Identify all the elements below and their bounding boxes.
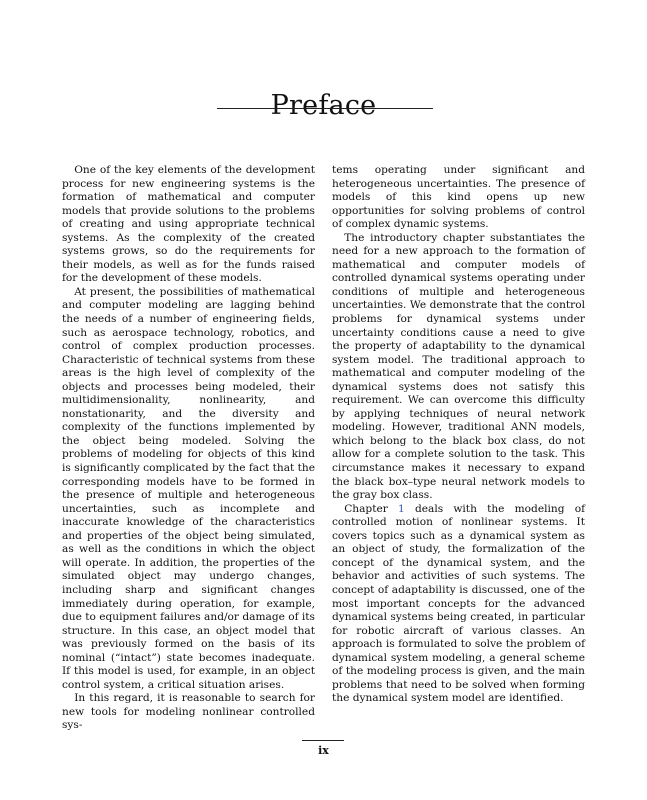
page-number: ix (318, 744, 329, 757)
left-column (62, 164, 315, 733)
page-title: Preface (270, 90, 377, 122)
paragraph-3-continued: tems operating under significant and heterogeneous uncertainties. The presence of models of this kind opens up new opportunities for solving problems of control of complex dynamic systems. (332, 164, 585, 231)
paragraph-3: In this regard, it is reasonable to search for new tools for modeling nonlinear controlled sys- (62, 692, 315, 732)
paragraph-4: The introductory chapter substantiates the need for a new approach to the formation of mathematical and computer models of controlled dynamical systems operating under conditions of multiple and heterogeneous uncertainties. We demonstrate that the control problems for dynamical systems under uncertainty conditions cause a need to give the property of adaptability to the dynamical system model. The traditional approach to mathematical and computer modeling of the dynamical systems does not satisfy this requirement. We can overcome this difficulty by applying techniques of neural network modeling. However, traditional ANN models, which belong to the black box class, do not allow for a complete solution to the task. This circumstance makes it necessary to expand the black box–type neural network models to the gray box class. (332, 231, 585, 502)
chapter-1-link[interactable]: 1 (398, 502, 405, 515)
paragraph-5-text: deals with the modeling of controlled motion of nonlinear systems. It covers topics such as a dynamical system as an object of study, the formalization of the concept of the dynamical system, and the behavior and activities of such systems. The concept of adaptability is discussed, one of the most important concepts for the advanced dynamical systems being created, in particular for robotic aircraft of various classes. An approach is formulated to solve the problem of dynamical system modeling, a general scheme of the modeling process is given, and the main problems that need to be solved when forming the dynamical system model are identified. (332, 502, 585, 705)
title-rule (217, 108, 433, 109)
right-column (332, 164, 585, 706)
paragraph-1: One of the key elements of the development process for new engineering systems is the formation of mathematical and computer models that provide solutions to the problems of creating and using appropriate technical systems. As the complexity of the created systems grows, so do the requirements for their models, as well as for the funds raised for the development of these models. (62, 164, 315, 285)
paragraph-5 (332, 503, 585, 706)
paragraph-2: At present, the possibilities of mathematical and computer modeling are lagging behind the needs of a number of engineering fields, such as aerospace technology, robotics, and control of complex production processes. Characteristic of technical systems from these areas is the high level of complexity of the objects and processes being modeled, their multidimensionality, nonlinearity, and nonstationarity, and the diversity and complexity of the functions implemented by the object being modeled. Solving the problems of modeling for objects of this kind is significantly complicated by the fact that the corresponding models have to be formed in the presence of multiple and heterogeneous uncertainties, such as incomplete and inaccurate knowledge of the characteristics and properties of the object being simulated, as well as the conditions in which the object will operate. In addition, the properties of the simulated object may undergo changes, including sharp and significant changes immediately during operation, for example, due to equipment failures and/or damage of its structure. In this case, an object model that was previously formed on the basis of its nominal (“intact”) state becomes inadequate. If this model is used, for example, in an object control system, a critical situation arises. (62, 285, 315, 691)
footer-rule (302, 740, 344, 741)
chapter-word: Chapter (344, 502, 388, 515)
